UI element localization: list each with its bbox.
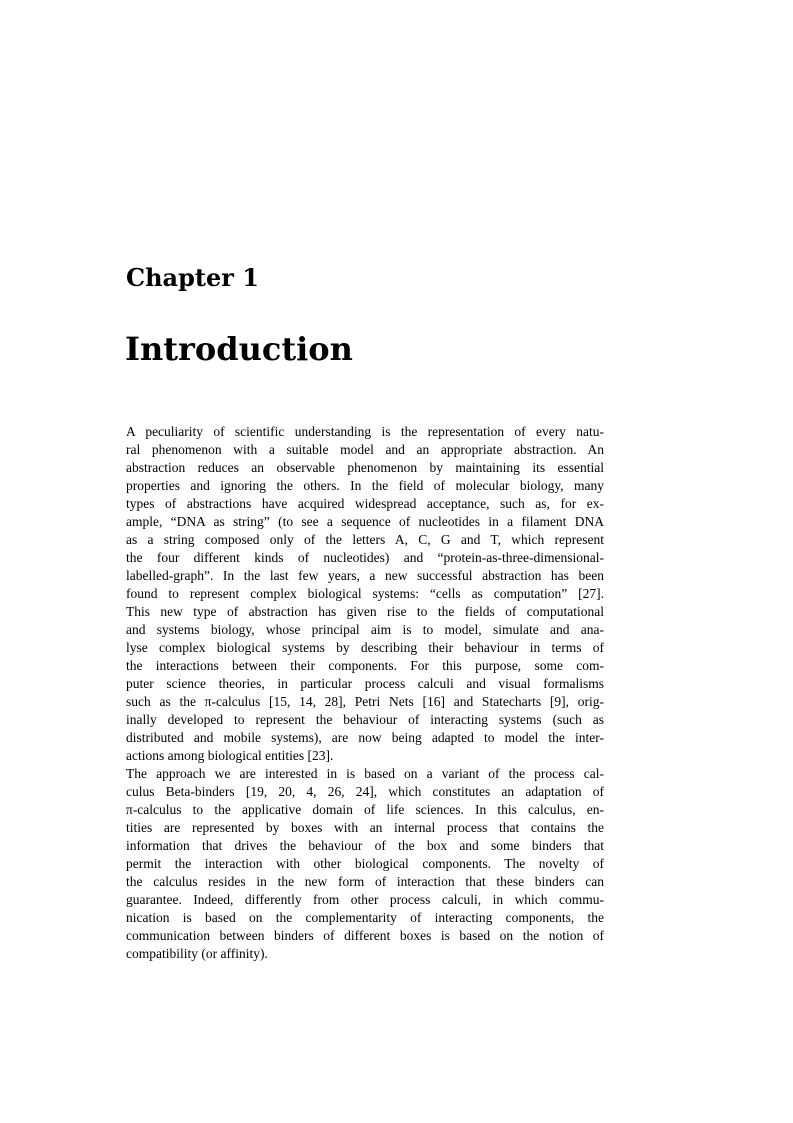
text-line: such as the π-calculus [15, 14, 28], Petri Nets [16] and Statecharts [9], orig-	[126, 694, 604, 709]
text-line: the four different kinds of nucleotides) and “protein-as-three-dimensional-	[126, 550, 604, 565]
text-line: as a string composed only of the letters A, C, G and T, which represent	[126, 532, 604, 547]
chapter-body	[126, 423, 604, 963]
text-line: ral phenomenon with a suitable model and an appropriate abstraction. An	[126, 442, 604, 457]
text-line: lyse complex biological systems by describing their behaviour in terms of	[126, 640, 604, 655]
text-line: ample, “DNA as string” (to see a sequence of nucleotides in a filament DNA	[126, 514, 604, 529]
text-line: types of abstractions have acquired widespread acceptance, such as, for ex-	[126, 496, 604, 511]
text-line: The approach we are interested in is based on a variant of the process cal-	[126, 766, 604, 781]
text-line: π-calculus to the applicative domain of life sciences. In this calculus, en-	[126, 802, 604, 817]
text-line: compatibility (or affinity).	[126, 946, 268, 961]
paragraph-2	[126, 765, 604, 963]
text-line: puter science theories, in particular process calculi and visual formalisms	[126, 676, 604, 691]
text-line: guarantee. Indeed, differently from other process calculi, in which commu-	[126, 892, 604, 907]
text-line: information that drives the behaviour of the box and some binders that	[126, 838, 604, 853]
text-line: abstraction reduces an observable phenomenon by maintaining its essential	[126, 460, 604, 475]
text-line: nication is based on the complementarity of interacting components, the	[126, 910, 604, 925]
text-line: A peculiarity of scientific understanding is the representation of every natu-	[126, 424, 604, 439]
text-line: labelled-graph”. In the last few years, a new successful abstraction has been	[126, 568, 604, 583]
text-line: communication between binders of different boxes is based on the notion of	[126, 928, 604, 943]
text-line: culus Beta-binders [19, 20, 4, 26, 24], which constitutes an adaptation of	[126, 784, 604, 799]
paragraph-1	[126, 423, 604, 765]
text-line: inally developed to represent the behaviour of interacting systems (such as	[126, 712, 604, 727]
text-line: tities are represented by boxes with an internal process that contains the	[126, 820, 604, 835]
text-line: the interactions between their components. For this purpose, some com-	[126, 658, 604, 673]
chapter-label: Chapter 1	[126, 263, 259, 292]
text-line: found to represent complex biological systems: “cells as computation” [27].	[126, 586, 604, 601]
text-line: This new type of abstraction has given rise to the fields of computational	[126, 604, 604, 619]
text-line: and systems biology, whose principal aim is to model, simulate and ana-	[126, 622, 604, 637]
text-line: distributed and mobile systems), are now being adapted to model the inter-	[126, 730, 604, 745]
text-line: the calculus resides in the new form of interaction that these binders can	[126, 874, 604, 889]
chapter-title: Introduction	[125, 330, 353, 368]
text-line: actions among biological entities [23].	[126, 748, 334, 763]
text-line: properties and ignoring the others. In the field of molecular biology, many	[126, 478, 604, 493]
text-line: permit the interaction with other biological components. The novelty of	[126, 856, 604, 871]
